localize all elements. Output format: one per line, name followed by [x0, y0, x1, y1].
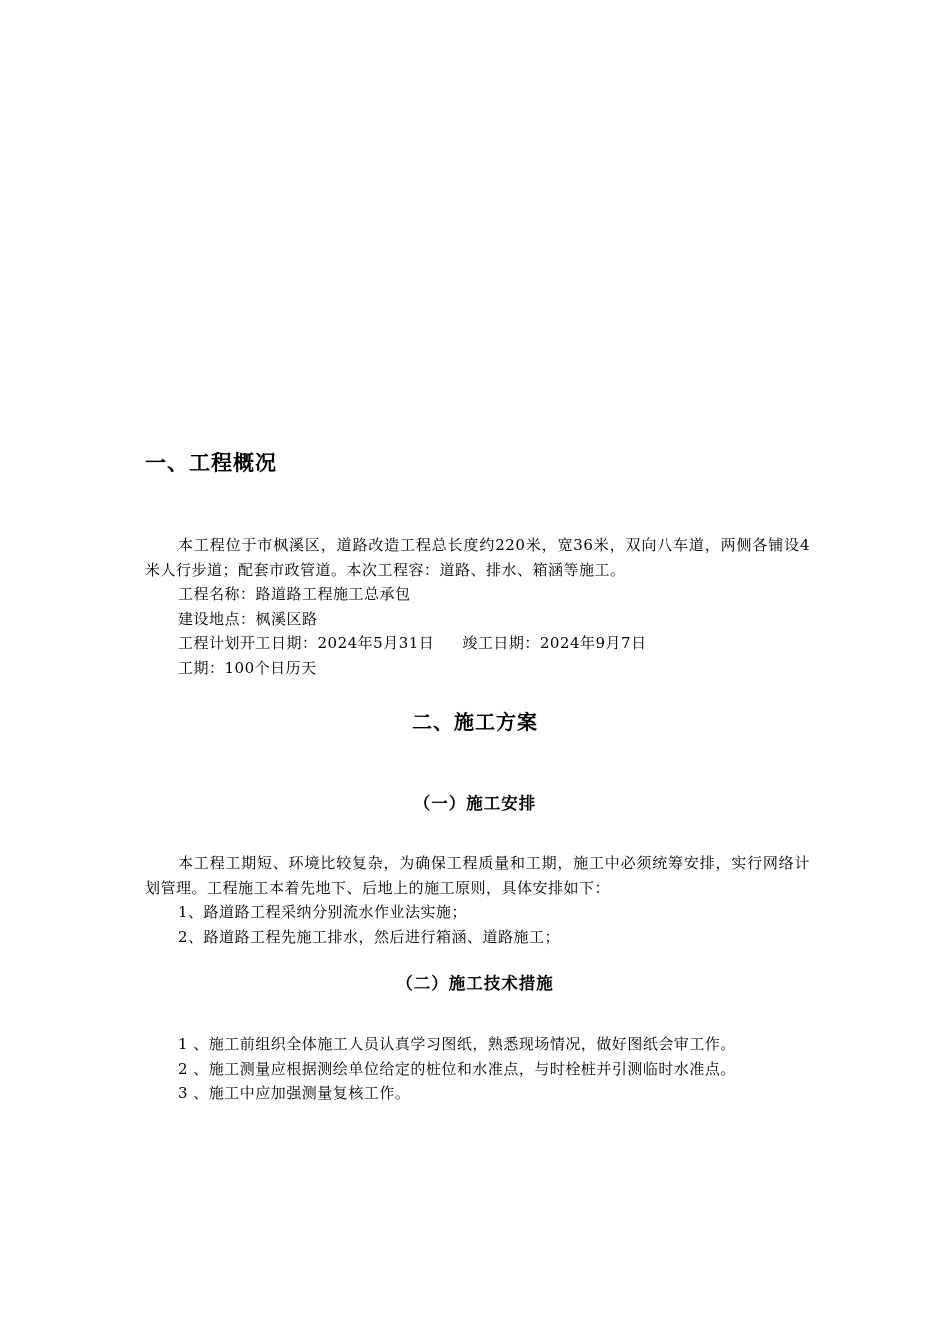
subsection-2-body [145, 1032, 810, 1106]
list-item: 2、路道路工程先施工排水，然后进行箱涵、道路施工； [178, 927, 561, 946]
location-line: 建设地点：枫溪区路 [178, 609, 318, 628]
list-item: 1、路道路工程采纳分别流水作业法实施； [178, 903, 468, 921]
subsection-1-intro: 本工程工期短、环境比较复杂，为确保工程质量和工期，施工中必须统筹安排，实行网络计划管理。工程施工本着先地下、后地上的施工原则，具体安排如下： [145, 854, 810, 897]
section-2-heading: 二、施工方案 [412, 710, 538, 734]
project-name-line: 工程名称：路道路工程施工总承包 [178, 585, 411, 603]
section-1-intro: 本工程位于市枫溪区，道路改造工程总长度约220米，宽36米，双向八车道，两侧各铺设4米人行步道；配套市政管道。本次工程容：道路、排水、箱涵等施工。 [145, 536, 810, 579]
duration-line: 工期：100个日历天 [178, 658, 317, 677]
subsection-1-heading: （一）施工安排 [413, 794, 537, 813]
subsection-2-heading: （二）施工技术措施 [396, 974, 554, 993]
section-1-heading: 一、工程概况 [145, 451, 277, 475]
list-item: 3 、施工中应加强测量复核工作。 [178, 1084, 411, 1102]
list-item: 2 、施工测量应根据测绘单位给定的桩位和水准点，与时栓桩并引测临时水准点。 [178, 1059, 736, 1078]
schedule-line [145, 631, 810, 656]
start-date: 工程计划开工日期：2024年5月31日 [178, 634, 435, 652]
section-1-body [145, 533, 810, 680]
list-item: 1 、施工前组织全体施工人员认真学习图纸，熟悉现场情况，做好图纸会审工作。 [178, 1035, 736, 1053]
subsection-1-body [145, 851, 810, 949]
end-date: 竣工日期：2024年9月7日 [462, 634, 647, 652]
